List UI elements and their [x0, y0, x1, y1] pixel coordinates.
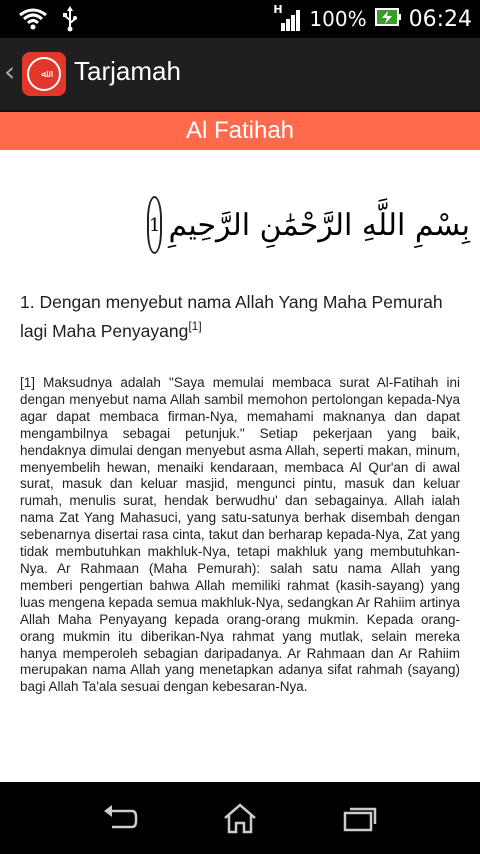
signal-icon: [273, 3, 301, 31]
ayah-number-marker: 1: [147, 196, 162, 254]
back-chevron-icon[interactable]: ‹: [4, 55, 16, 88]
surah-title: Al Fatihah: [0, 112, 480, 150]
translation-text: 1. Dengan menyebut nama Allah Yang Maha Pemurah lagi Maha Penyayang: [20, 292, 443, 341]
footnote-ref[interactable]: [1]: [188, 319, 202, 333]
wifi-icon: [18, 7, 48, 35]
verse-translation: [20, 290, 460, 343]
battery-charging-icon: [375, 6, 401, 32]
recent-apps-icon[interactable]: [340, 800, 380, 836]
arabic-text: بِسْمِ اللَّهِ الرَّحْمَٰنِ الرَّحِيمِ: [168, 207, 470, 243]
arabic-verse: [149, 190, 470, 260]
action-bar: [0, 38, 480, 112]
back-icon[interactable]: [100, 800, 140, 836]
quran-app-icon[interactable]: ﷲ: [22, 52, 66, 96]
app-title: Tarjamah: [74, 56, 181, 86]
navigation-bar: [0, 782, 480, 854]
footnote-text: [1] Maksudnya adalah "Saya memulai membaca surat Al-Fatihah ini dengan menyebut nama Allah sambil memohon pertolongan kepada-Nya agar dapat membaca firman-Nya, memahami maknanya dan dapat mengambilnya sebagai petunjuk." Setiap pekerjaan yang baik, hendaknya dimulai dengan menyebut asma Allah, seperti makan, minum, menyembelih hewan, menaiki kendaraan, membaca Al Qur'an di awal surat, masuk dan keluar masjid, mengunci pintu, masuk dan keluar rumah, menulis surat, hendak berwudhu' dan sebagainya. Allah ialah nama Zat Yang Mahasuci, yang satu-satunya berhak disembah dengan sebenarnya disertai rasa cinta, takut dan berharap kepada-Nya, Zat yang tidak membutuhkan makhluk-Nya, tetapi makhluk yang membutuhkan-Nya. Ar Rahmaan (Maha Pemurah): salah satu nama Allah yang memberi pengertian bahwa Allah memiliki rahmat (kasih-sayang) yang luas mengena kepada semua makhluk-Nya, sedangkan Ar Rahiim artinya Allah Maha Penyayang kepada orang-orang mukmin. Kepada orang-orang mukmin itu diberikan-Nya rahmat yang mutlak, selain mereka hanya memperoleh sebagian daripadanya. Ar Rahmaan dan Ar Rahiim merupakan nama Allah yang menetapkan adanya sifat rahmah (sayang) bagi Allah Ta'ala sesuai dengan kebesaran-Nya.: [20, 375, 460, 695]
battery-percent: 100%: [309, 7, 367, 31]
home-icon[interactable]: [220, 800, 260, 836]
clock: 06:24: [408, 6, 472, 32]
status-bar: [0, 0, 480, 38]
usb-icon: [62, 6, 78, 36]
verse-content[interactable]: [0, 150, 480, 782]
network-type: H: [273, 3, 283, 16]
